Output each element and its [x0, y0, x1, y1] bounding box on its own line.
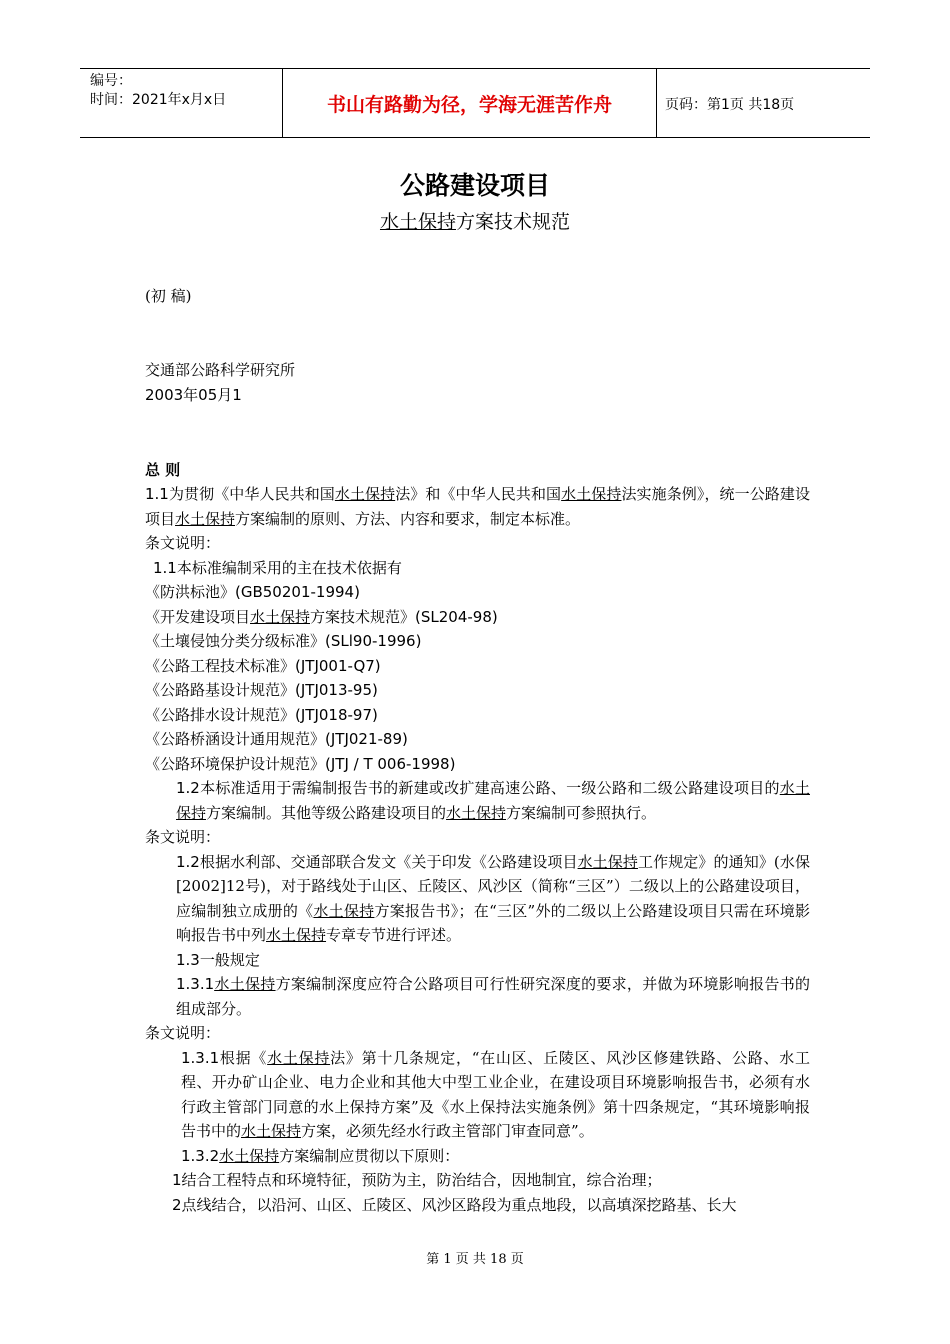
header-page-info: 页码：第1页 共18页	[665, 97, 795, 113]
document-title: 公路建设项目	[399, 171, 550, 200]
body-text	[145, 482, 810, 1217]
section-title: 总 则	[145, 461, 181, 479]
note-1-3-1: 1.3.1根据《水土保持法》第十几条规定，“在山区、丘陵区、风沙区修建铁路、公路、水工程、开办矿山企业、电力企业和其他大中型工业企业，在建设项目环境影响报告书，必须有水行政主管部门同意的水上保持方案”及《水上保持法实施条例》第十四条规定，“其环境影响报告书中的水土保持方案，必须先经水行政主管部门审查同意”。	[181, 1048, 810, 1140]
code-label: 编号：	[90, 73, 132, 89]
page-header	[80, 68, 870, 138]
reference-item: 《开发建设项目水土保持方案技术规范》(SL204-98)	[145, 607, 498, 626]
note-1-1: 1.1本标准编制采用的主在技术依据有	[153, 558, 402, 577]
note-label: 条文说明：	[145, 1024, 221, 1042]
header-motto: 书山有路勤为径，学海无涯苦作舟	[283, 69, 657, 137]
reference-item: 《公路工程技术标准》(JTJ001-Q7)	[145, 656, 381, 675]
reference-item: 《防洪标池》(GB50201-1994)	[145, 583, 360, 601]
list-item: 1结合工程特点和环境特征，预防为主，防治结合，因地制宜，综合治理；	[172, 1171, 662, 1189]
note-label: 条文说明：	[145, 534, 221, 552]
subtitle-rest: 方案技术规范	[456, 211, 571, 233]
reference-item: 《公路环境保护设计规范》(JTJ / T 006-1998)	[145, 754, 456, 773]
paragraph-1-2: 1.2本标准适用于需编制报告书的新建或改扩建高速公路、一级公路和二级公路建设项目的水土保持方案编制。其他等级公路建设项目的水土保持方案编制可参照执行。	[176, 779, 810, 822]
document-date: 2003年05月1	[145, 386, 242, 404]
note-1-2: 1.2根据水利部、交通部联合发文《关于印发《公路建设项目水土保持工作规定》的通知》(水保[2002]12号)，对于路线处于山区、丘陵区、风沙区（简称“三区”）二级以上的公路建设项目，应编制独立成册的《水土保持方案报告书》；在“三区”外的二级以上公路建设项目只需在环境影响报告书中列水土保持专章专节进行评述。	[176, 852, 810, 944]
list-item: 2点线结合，以沿河、山区、丘陵区、风沙区路段为重点地段，以高填深挖路基、长大	[172, 1195, 737, 1214]
paragraph-1-3-1: 1.3.1水土保持方案编制深度应符合公路项目可行性研究深度的要求，并做为环境影响报告书的组成部分。	[176, 975, 810, 1018]
note-label: 条文说明：	[145, 828, 221, 846]
reference-item: 《土壤侵蚀分类分级标准》(SLl90-1996)	[145, 632, 422, 650]
document-subtitle	[0, 207, 950, 234]
subtitle-underlined: 水土保持	[379, 211, 456, 233]
time-label: 时间：2021年x月x日	[90, 92, 227, 108]
reference-item: 《公路排水设计规范》(JTJ018-97)	[145, 705, 378, 724]
organization: 交通部公路科学研究所	[145, 361, 296, 379]
header-left-cell	[80, 69, 283, 137]
paragraph-1-1: 1.1为贯彻《中华人民共和国水土保持法》和《中华人民共和国水土保持法实施条例》，统一公路建设项目水土保持方案编制的原则、方法、内容和要求，制定本标准。	[145, 485, 810, 528]
paragraph-1-3-2: 1.3.2水土保持方案编制应贯彻以下原则：	[181, 1146, 460, 1165]
page-footer: 第 1 页 共 18 页	[426, 1252, 524, 1267]
draft-note: (初 稿)	[145, 287, 192, 305]
reference-item: 《公路路基设计规范》(JTJ013-95)	[145, 681, 378, 699]
reference-item: 《公路桥涵设计通用规范》(JTJ021-89)	[145, 730, 408, 748]
paragraph-1-3: 1.3一般规定	[176, 950, 260, 969]
